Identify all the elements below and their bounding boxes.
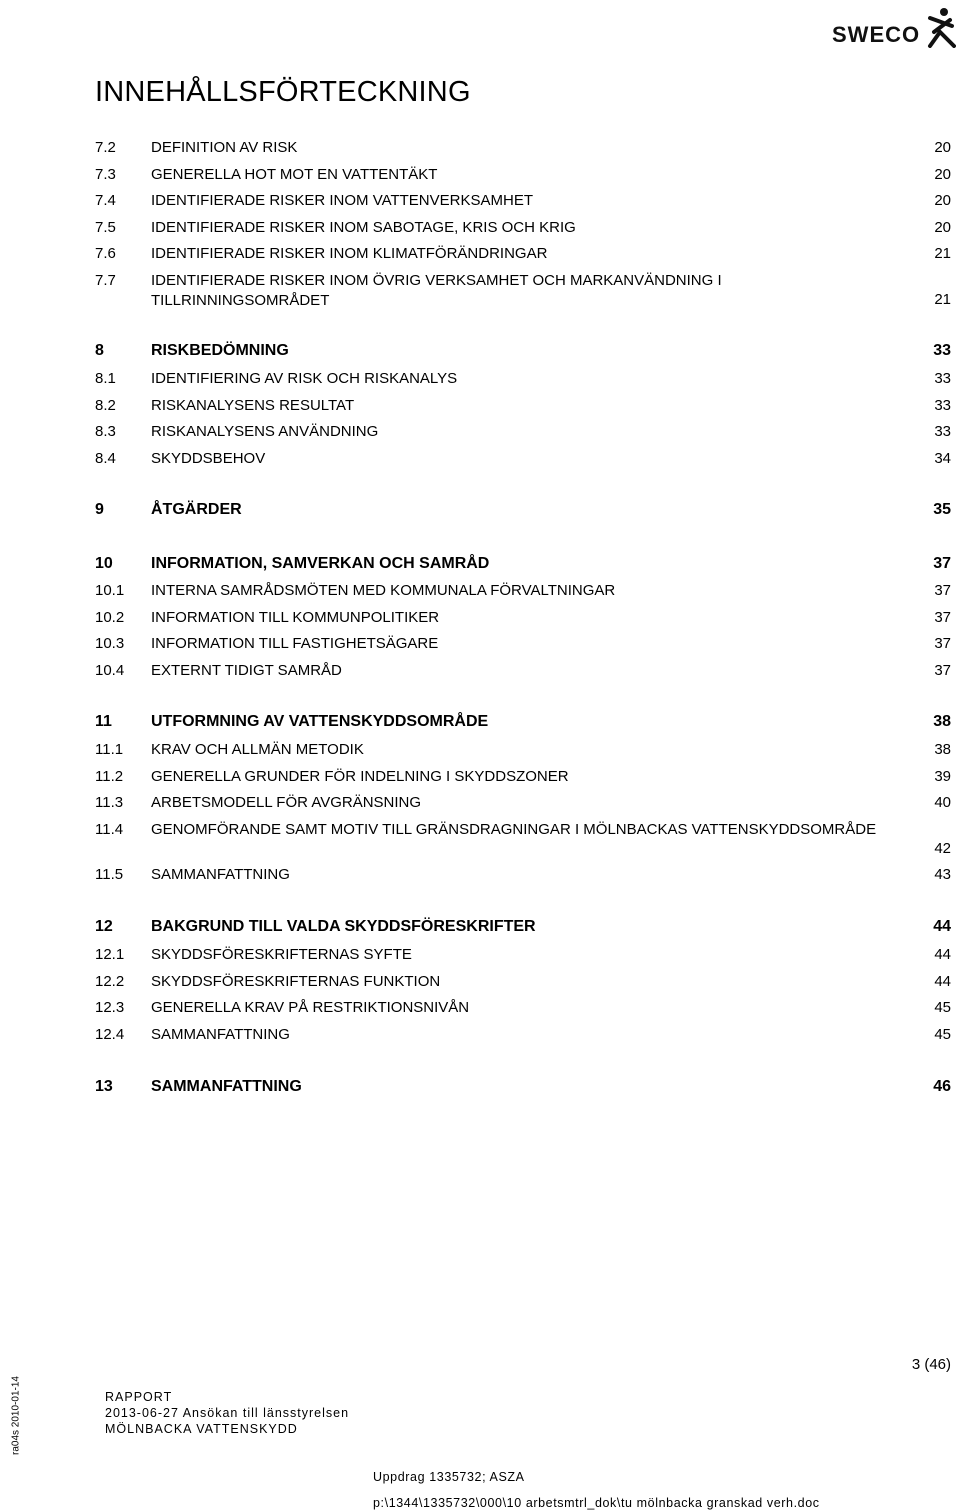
toc-page: 39 — [934, 768, 951, 785]
footer-assignment-info — [373, 1469, 820, 1511]
toc-page: 45 — [934, 1026, 951, 1043]
toc-page: 37 — [934, 662, 951, 679]
toc-title: GENERELLA HOT MOT EN VATTENTÄKT — [151, 166, 438, 183]
toc-entry[interactable] — [95, 271, 951, 311]
toc-title: SKYDDSBEHOV — [151, 450, 266, 467]
toc-number: 10.4 — [95, 662, 125, 679]
toc-page: 33 — [934, 370, 951, 387]
toc-page: 37 — [934, 609, 951, 626]
toc-entry[interactable] — [95, 820, 951, 860]
toc-number: 8.1 — [95, 370, 116, 387]
toc-title: INFORMATION TILL FASTIGHETSÄGARE — [151, 635, 439, 652]
toc-title: IDENTIFIERADE RISKER INOM SABOTAGE, KRIS OCH KRIG — [151, 219, 576, 236]
toc-page: 45 — [934, 999, 951, 1016]
toc-number: 11.4 — [95, 821, 124, 838]
toc-page: 34 — [934, 450, 951, 467]
toc-number: 7.5 — [95, 219, 116, 236]
toc-number: 11 — [95, 713, 112, 730]
toc-title: SAMMANFATTNING — [151, 1078, 302, 1095]
toc-title: RISKANALYSENS ANVÄNDNING — [151, 423, 379, 440]
toc-number: 11.5 — [95, 866, 124, 883]
toc-number: 13 — [95, 1078, 113, 1095]
toc-title: EXTERNT TIDIGT SAMRÅD — [151, 662, 342, 679]
toc-page: 38 — [934, 741, 951, 758]
toc-title: INFORMATION TILL KOMMUNPOLITIKER — [151, 609, 440, 626]
toc-page: 40 — [934, 794, 951, 811]
toc-page: 42 — [934, 840, 951, 857]
toc-page: 33 — [934, 397, 951, 414]
toc-title: GENERELLA KRAV PÅ RESTRIKTIONSNIVÅN — [151, 999, 470, 1016]
toc-number: 11.3 — [95, 794, 124, 811]
toc-number: 11.2 — [95, 768, 124, 785]
toc-page: 33 — [934, 423, 951, 440]
toc-page: 44 — [934, 946, 951, 963]
toc-title: IDENTIFIERADE RISKER INOM ÖVRIG VERKSAMHET OCH MARKANVÄNDNING I TILLRINNINGSOMRÅDET — [151, 272, 722, 309]
toc-number: 10.3 — [95, 635, 125, 652]
toc-page: 20 — [934, 166, 951, 183]
toc-number: 10 — [95, 555, 113, 572]
toc-title: GENERELLA GRUNDER FÖR INDELNING I SKYDDSZONER — [151, 768, 569, 785]
toc-title: DEFINITION AV RISK — [151, 139, 298, 156]
toc-number: 8.2 — [95, 397, 116, 414]
footer-report-info — [105, 1389, 349, 1437]
toc-title: GENOMFÖRANDE SAMT MOTIV TILL GRÄNSDRAGNINGAR I MÖLNBACKAS VATTENSKYDDSOMRÅDE — [151, 821, 877, 838]
sweco-logo — [832, 6, 956, 48]
toc-title: ÅTGÄRDER — [151, 501, 242, 518]
toc-page: 37 — [934, 635, 951, 652]
toc-number: 7.7 — [95, 272, 116, 289]
toc-title: IDENTIFIERADE RISKER INOM VATTENVERKSAMHET — [151, 192, 533, 209]
footer-report-subtitle: 2013-06-27 Ansökan till länsstyrelsen — [105, 1406, 350, 1420]
toc-number: 12 — [95, 918, 113, 935]
toc-number: 7.6 — [95, 245, 116, 262]
toc-number: 10.1 — [95, 582, 125, 599]
toc-title: ARBETSMODELL FÖR AVGRÄNSNING — [151, 794, 422, 811]
toc-page: 37 — [933, 555, 951, 572]
toc-number: 7.4 — [95, 192, 116, 209]
toc-title: INFORMATION, SAMVERKAN OCH SAMRÅD — [151, 555, 490, 572]
toc-number: 11.1 — [95, 741, 124, 758]
toc-page: 20 — [934, 192, 951, 209]
toc-number: 9 — [95, 501, 104, 518]
template-code: ra04s 2010-01-14 — [10, 1376, 22, 1455]
toc-page: 35 — [933, 501, 951, 518]
page-number: 3 (46) — [911, 1356, 951, 1373]
logo-text: SWECO — [832, 22, 921, 47]
toc-page: 44 — [934, 973, 951, 990]
toc-number: 8 — [95, 342, 104, 359]
toc-title: BAKGRUND TILL VALDA SKYDDSFÖRESKRIFTER — [151, 918, 536, 935]
toc-title: IDENTIFIERADE RISKER INOM KLIMATFÖRÄNDRINGAR — [151, 245, 548, 262]
toc-page: 20 — [934, 139, 951, 156]
toc-number: 12.1 — [95, 946, 125, 963]
toc-page: 21 — [934, 245, 951, 262]
toc-title: IDENTIFIERING AV RISK OCH RISKANALYS — [151, 370, 458, 387]
toc-title: INTERNA SAMRÅDSMÖTEN MED KOMMUNALA FÖRVALTNINGAR — [151, 582, 616, 599]
toc-title: UTFORMNING AV VATTENSKYDDSOMRÅDE — [151, 713, 489, 730]
toc-number: 12.3 — [95, 999, 125, 1016]
toc-number: 12.2 — [95, 973, 125, 990]
page-title: INNEHÅLLSFÖRTECKNING — [95, 76, 471, 108]
toc-number: 7.2 — [95, 139, 116, 156]
sweco-figure-icon — [924, 6, 956, 48]
toc-title: SAMMANFATTNING — [151, 1026, 290, 1043]
toc-page: 44 — [933, 918, 951, 935]
footer-project-name: MÖLNBACKA VATTENSKYDD — [105, 1422, 298, 1436]
footer-file-path: p:\1344\1335732\000\10 arbetsmtrl_dok\tu mölnbacka granskad verh.doc — [373, 1496, 820, 1510]
toc-page: 33 — [933, 342, 951, 359]
toc-title: KRAV OCH ALLMÄN METODIK — [151, 741, 364, 758]
toc-page: 20 — [934, 219, 951, 236]
toc-title: RISKBEDÖMNING — [151, 342, 289, 359]
toc-title: SKYDDSFÖRESKRIFTERNAS SYFTE — [151, 946, 412, 963]
toc-title: SAMMANFATTNING — [151, 866, 290, 883]
toc-number: 10.2 — [95, 609, 125, 626]
toc-title: SKYDDSFÖRESKRIFTERNAS FUNKTION — [151, 973, 441, 990]
footer-assignment: Uppdrag 1335732; ASZA — [373, 1470, 525, 1484]
toc-page: 37 — [934, 582, 951, 599]
toc-number: 8.3 — [95, 423, 116, 440]
toc-page: 38 — [933, 713, 951, 730]
toc-title: RISKANALYSENS RESULTAT — [151, 397, 355, 414]
toc-page: 43 — [934, 866, 951, 883]
toc-page: 21 — [934, 291, 951, 308]
toc-page: 46 — [933, 1078, 951, 1095]
toc-number: 8.4 — [95, 450, 116, 467]
toc-number: 7.3 — [95, 166, 116, 183]
toc-number: 12.4 — [95, 1026, 125, 1043]
footer-report-type: RAPPORT — [105, 1390, 173, 1404]
